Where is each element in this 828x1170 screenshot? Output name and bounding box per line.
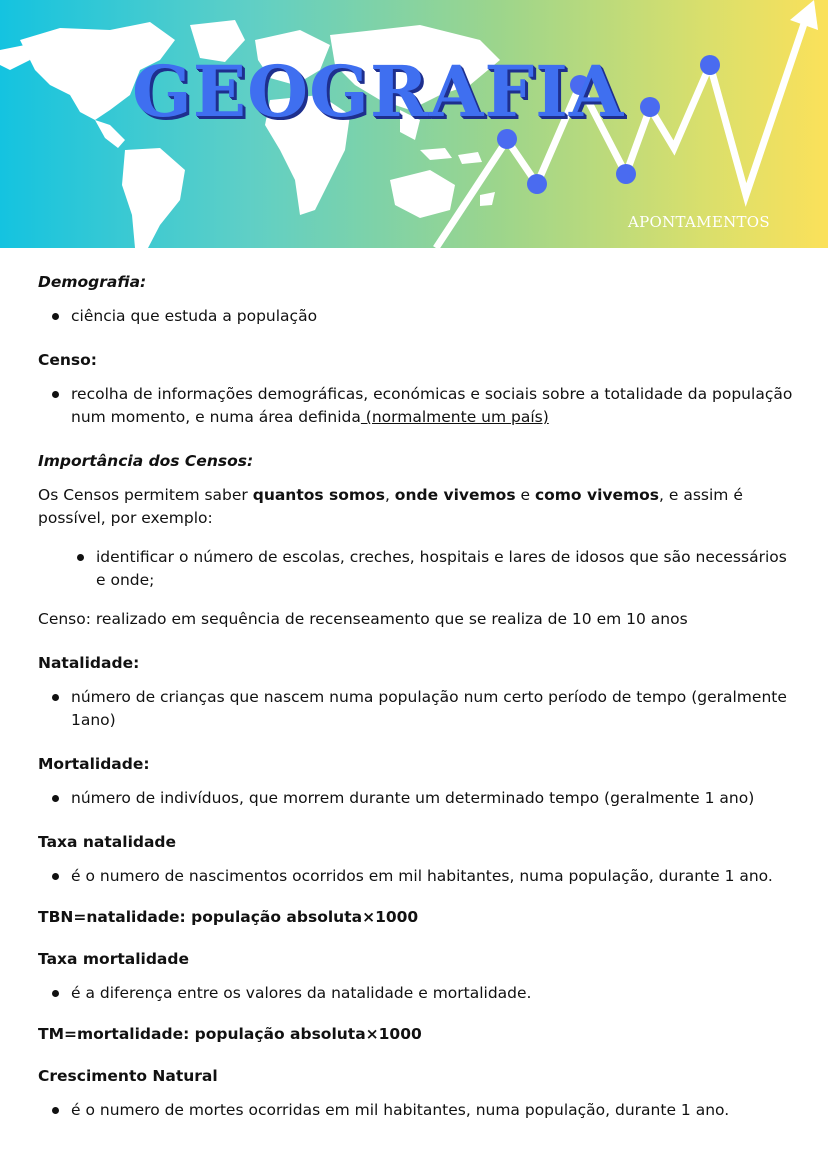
list-importancia [38,546,798,592]
text-run: Os Censos permitem saber [38,486,253,504]
list-item: identificar o número de escolas, creches, hospitais e lares de idosos que são necessários e onde; [38,546,798,592]
list-item: é a diferença entre os valores da natalidade e mortalidade. [38,982,798,1005]
notes-content [38,266,798,1138]
list-demografia [38,305,798,328]
list-item: ciência que estuda a população [38,305,798,328]
heading-importancia: Importância dos Censos: [38,452,254,470]
bold-run: como vivemos [534,486,660,504]
formula-tm: TM=mortalidade: população absoluta×1000 [38,1025,422,1043]
heading-mortalidade: Mortalidade: [38,755,150,773]
trend-point [700,55,720,75]
heading-demografia: Demografia: [38,273,147,291]
heading-taxa-mortalidade: Taxa mortalidade [38,950,189,968]
text-run: e [515,486,535,504]
importancia-paragraph [38,484,798,530]
heading-taxa-natalidade: Taxa natalidade [38,833,177,851]
censo-definition: recolha de informações demográficas, económicas e sociais sobre a totalidade da população num momento, e numa área definida [71,385,793,426]
banner-subtitle: APONTAMENTOS [628,213,770,231]
list-censo [38,383,798,429]
trend-point [616,164,636,184]
list-item: é o numero de mortes ocorridas em mil habitantes, numa população, durante 1 ano. [38,1099,798,1122]
text-run: , [384,486,395,504]
trend-point [640,97,660,117]
list-crescimento [38,1099,798,1122]
list-mortalidade [38,787,798,810]
page-title: GEOGRAFIA [132,50,625,133]
list-taxa-mortalidade [38,982,798,1005]
list-item: número de indivíduos, que morrem durante um determinado tempo (geralmente 1 ano) [38,787,798,810]
list-item: é o numero de nascimentos ocorridos em mil habitantes, numa população, durante 1 ano. [38,865,798,888]
header-banner [0,0,828,248]
censo-realizado-paragraph: Censo: realizado em sequência de recenseamento que se realiza de 10 em 10 anos [38,610,688,628]
censo-note: (normalmente um país) [360,408,549,426]
heading-censo: Censo: [38,351,97,369]
list-natalidade [38,686,798,732]
list-item [38,383,798,429]
trend-point [527,174,547,194]
list-taxa-natalidade [38,865,798,888]
bold-run: quantos somos [252,486,385,504]
formula-tbn: TBN=natalidade: população absoluta×1000 [38,908,419,926]
heading-natalidade: Natalidade: [38,654,140,672]
text-run: , e assim é possível, por exemplo: [38,486,743,527]
list-item: número de crianças que nascem numa população num certo período de tempo (geralmente 1ano) [38,686,798,732]
bold-run: onde vivemos [394,486,516,504]
heading-crescimento: Crescimento Natural [38,1067,218,1085]
